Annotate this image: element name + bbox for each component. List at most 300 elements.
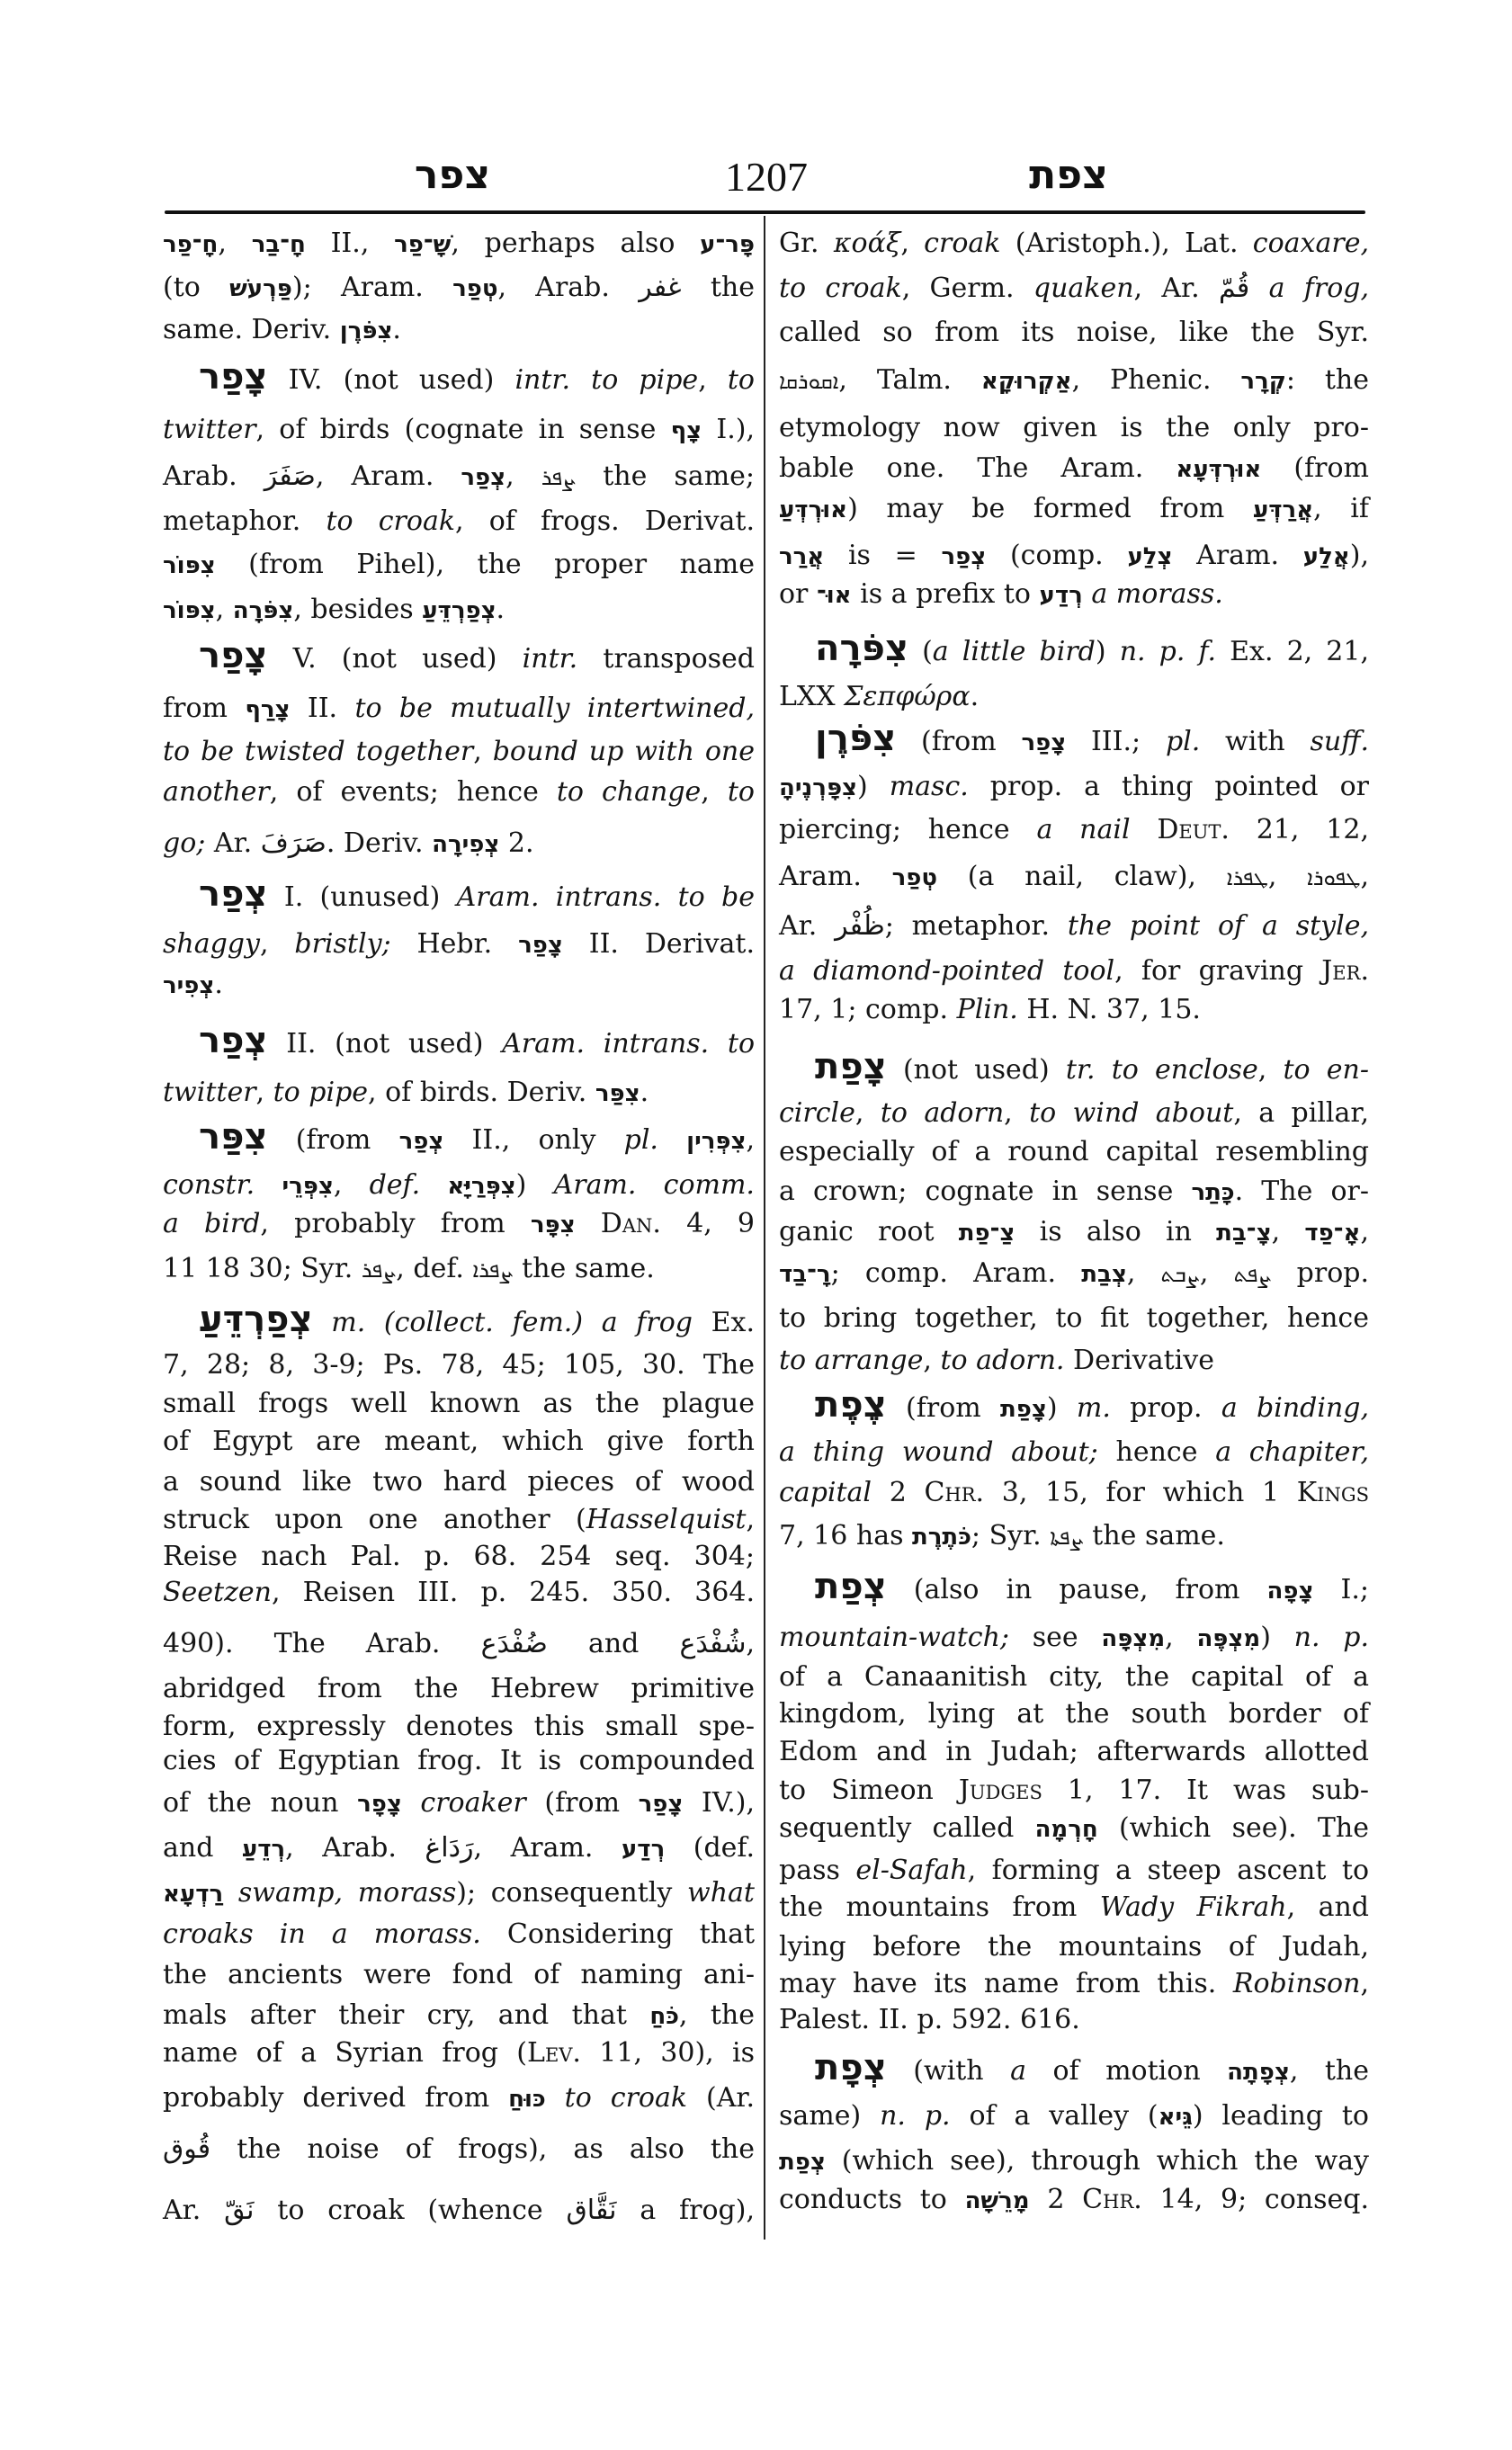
- text-run: [576, 1208, 601, 1239]
- italic-text: a little bird: [932, 636, 1096, 667]
- hebrew-text: אֲלַע: [1302, 543, 1350, 570]
- italic-text: intr.: [522, 643, 578, 675]
- text-run: ,: [1199, 1257, 1234, 1289]
- text-line: [779, 1810, 1369, 1847]
- text-run: ,: [854, 1097, 881, 1129]
- text-run: to croak (whence: [254, 2195, 567, 2226]
- small-caps-reference: Deut.: [1157, 814, 1230, 845]
- text-line: [163, 1299, 755, 1342]
- text-run: , for graving: [1114, 955, 1322, 987]
- small-caps-reference: Chr.: [924, 1477, 985, 1508]
- text-line: [163, 1708, 755, 1746]
- text-line: [779, 1928, 1369, 1966]
- headword: צִפֹּרֶן: [815, 718, 897, 759]
- text-line: [779, 1772, 1369, 1810]
- text-run: (from: [896, 726, 1022, 757]
- text-line: [163, 546, 755, 584]
- text-run: ,: [1257, 1054, 1284, 1086]
- italic-text: constr.: [163, 1169, 255, 1201]
- text-line: [163, 2034, 755, 2072]
- text-run: , probably from: [260, 1208, 531, 1239]
- text-line: [163, 1829, 755, 1867]
- greek-text: κοάξ: [833, 228, 901, 259]
- text-line: [163, 1463, 755, 1501]
- text-line: [163, 269, 755, 307]
- text-run: small frogs well known as the plague: [163, 1388, 755, 1419]
- text-run: .: [640, 1077, 649, 1108]
- hebrew-text: צִפְּרַיָּא: [447, 1173, 516, 1200]
- arabic-text: قُمّ: [1218, 273, 1250, 304]
- hebrew-text: אוּ־: [816, 582, 852, 609]
- italic-text: tr. to enclose: [1065, 1054, 1258, 1086]
- text-run: form, expressly denotes this small spe-: [163, 1711, 755, 1742]
- text-run: , Aram.: [473, 1832, 622, 1864]
- text-line: [163, 1074, 755, 1112]
- text-run: 2: [1029, 2184, 1083, 2215]
- text-run: (from: [1261, 452, 1369, 484]
- text-run: the ancients were fond of naming ani-: [163, 1959, 755, 1990]
- italic-text: Robinson: [1232, 1968, 1361, 1999]
- text-run: [420, 1169, 447, 1201]
- text-run: especially of a round capital resembling: [779, 1136, 1369, 1167]
- text-run: , Reisen III. p. 245. 350. 364.: [272, 1577, 755, 1608]
- syriac-text: ܨܦܬܐ: [1050, 1525, 1084, 1550]
- text-run: I.),: [702, 414, 756, 445]
- hebrew-text: צְפַר: [461, 464, 506, 491]
- text-line: [779, 2097, 1369, 2135]
- italic-text: croaks in a morass.: [163, 1918, 481, 1950]
- text-run: is a prefix to: [851, 578, 1040, 610]
- text-run: , perhaps also: [451, 228, 701, 259]
- text-run: bable one. The Aram.: [779, 452, 1176, 484]
- text-run: 4, 9: [660, 1208, 755, 1239]
- text-run: IV. (not used): [267, 364, 515, 396]
- text-line: [163, 591, 755, 629]
- text-line: [779, 362, 1369, 399]
- hebrew-text: צְלַע: [1127, 543, 1173, 570]
- arabic-text: غفر: [639, 272, 682, 303]
- italic-text: to be twisted together: [163, 736, 474, 767]
- italic-text: to change: [556, 776, 702, 808]
- text-run: or: [779, 578, 817, 610]
- small-caps-reference: Chr.: [1082, 2184, 1142, 2215]
- text-line: [163, 2192, 755, 2230]
- italic-text: to be mutually intertwined,: [354, 693, 755, 724]
- text-line: [779, 811, 1369, 849]
- text-run: see: [1009, 1622, 1102, 1653]
- hebrew-text: צִפַּר: [595, 1080, 640, 1107]
- text-run: ,: [1360, 861, 1369, 892]
- hebrew-text: צְפַר: [398, 1128, 444, 1155]
- text-line: [779, 1213, 1369, 1251]
- text-line: [163, 1874, 755, 1912]
- italic-text: n. p.: [1293, 1622, 1369, 1653]
- headword: צָפַר: [199, 635, 268, 676]
- italic-text: m. (collect. fem.) a frog: [331, 1307, 693, 1338]
- arabic-text: شُفْدَع: [679, 1628, 747, 1659]
- text-run: . Deriv.: [326, 827, 433, 859]
- text-line: [779, 1619, 1369, 1657]
- small-caps-reference: Jer.: [1321, 955, 1369, 987]
- text-run: pass: [779, 1855, 856, 1886]
- text-line: [779, 1133, 1369, 1171]
- italic-text: to croak: [779, 273, 902, 304]
- italic-text: pl.: [623, 1124, 658, 1156]
- italic-text: croaker: [420, 1787, 526, 1819]
- text-run: II. (not used): [267, 1028, 503, 1060]
- text-line: [779, 1517, 1369, 1555]
- hebrew-text: אוּרְדְּעָא: [1176, 456, 1262, 483]
- text-line: [163, 1205, 755, 1243]
- text-run: of Egypt are meant, which give forth: [163, 1426, 755, 1457]
- text-run: . The or-: [1234, 1176, 1370, 1207]
- text-line: [779, 1173, 1369, 1211]
- text-run: Ex.: [692, 1307, 755, 1338]
- italic-text: twitter: [163, 1077, 256, 1108]
- text-run: (: [908, 636, 933, 667]
- text-run: same): [779, 2100, 881, 2132]
- text-run: Considering that: [480, 1918, 756, 1950]
- text-run: , and: [1286, 1891, 1369, 1923]
- text-run: ,: [746, 1628, 756, 1659]
- hebrew-text: צִפָּרְנֶיהָ: [779, 774, 858, 801]
- hebrew-text: צְפַרְדֵּעַ: [422, 597, 497, 624]
- text-line: [779, 2142, 1369, 2180]
- text-line: [163, 1538, 755, 1576]
- text-run: , Aram.: [315, 460, 461, 492]
- text-run: 2.: [499, 827, 534, 859]
- italic-text: to croak: [326, 505, 456, 537]
- hebrew-text: רְדַע: [1039, 582, 1083, 609]
- hebrew-text: שָׁ־פַר: [394, 231, 452, 258]
- text-run: 3, 15, for which 1: [984, 1477, 1297, 1508]
- text-run: ,: [746, 1124, 756, 1156]
- text-line: [163, 311, 755, 349]
- text-run: Palest. II. p. 592. 616.: [779, 2004, 1080, 2035]
- hebrew-text: פַּרְעשׁ: [229, 275, 292, 302]
- text-run: ); consequently: [456, 1877, 688, 1909]
- text-run: hence: [1097, 1436, 1216, 1468]
- hebrew-text: אֲרַר: [779, 543, 825, 570]
- headword: צָפַר: [199, 356, 268, 398]
- text-run: ) may be formed from: [847, 493, 1253, 524]
- text-run: , Germ.: [901, 273, 1033, 304]
- italic-text: bristly;: [294, 928, 391, 960]
- text-run: the mountains from: [779, 1891, 1100, 1923]
- italic-text: a diamond-pointed tool: [779, 955, 1115, 987]
- text-run: (which see), through which the way: [825, 2145, 1369, 2177]
- text-run: ): [515, 1169, 554, 1201]
- hebrew-text: צִפֹּרָה: [232, 597, 294, 624]
- text-line: [779, 1889, 1369, 1927]
- text-line: [163, 1250, 755, 1288]
- text-run: , if: [1313, 493, 1369, 524]
- text-run: (to: [163, 272, 230, 303]
- text-run: Ar.: [205, 827, 261, 859]
- text-run: [1083, 578, 1092, 610]
- syriac-text: ܛܦܘܪܐ: [1307, 865, 1361, 890]
- text-run: , a pillar,: [1233, 1097, 1369, 1129]
- hebrew-text: אָ־פַד: [1304, 1220, 1361, 1247]
- italic-text: to en-: [1283, 1054, 1369, 1086]
- text-line: [163, 1997, 755, 2034]
- text-line: [779, 1300, 1369, 1337]
- text-run: Aram.: [1172, 540, 1303, 571]
- hebrew-text: אֲרַדְּעַ: [1252, 496, 1314, 523]
- italic-text: Plin.: [956, 994, 1018, 1025]
- hebrew-text: רְדֵעַ: [241, 1836, 286, 1863]
- arabic-text: قُوق: [163, 2133, 211, 2165]
- hebrew-text: טְפַר: [452, 275, 498, 302]
- text-run: , of birds (cognate in sense: [255, 414, 671, 445]
- italic-text: shaggy: [163, 928, 260, 960]
- text-run: Ar.: [779, 910, 836, 942]
- text-run: ): [1046, 1392, 1077, 1424]
- text-line: [163, 411, 755, 449]
- text-run: of a valley (: [950, 2100, 1159, 2132]
- hebrew-text: צָפָר: [357, 1791, 402, 1818]
- text-line: [779, 537, 1369, 575]
- italic-text: a: [1010, 2055, 1026, 2087]
- text-run: I.;: [1313, 1574, 1369, 1605]
- hebrew-text: צִפְּרִין: [686, 1128, 747, 1155]
- text-run: prop.: [1271, 1257, 1369, 1289]
- text-run: .: [496, 594, 505, 625]
- syriac-text: ܨܦܪ: [541, 465, 577, 490]
- italic-text: a morass.: [1091, 578, 1223, 610]
- text-run: Reise nach Pal. p. 68. 254 seq. 304;: [163, 1541, 755, 1572]
- text-run: Edom and in Judah; afterwards allotted: [779, 1736, 1369, 1767]
- text-run: lying before the mountains of Judah,: [779, 1931, 1369, 1963]
- text-run: prop.: [1110, 1392, 1221, 1424]
- text-line: [779, 1733, 1369, 1771]
- headword: צְפַר: [199, 873, 268, 915]
- text-line: [163, 1423, 755, 1461]
- text-run: prop. a thing pointed or: [968, 771, 1369, 802]
- text-line: [779, 450, 1369, 487]
- hebrew-text: צִפֹּרֶן: [339, 317, 393, 344]
- text-line: [163, 1956, 755, 1994]
- text-run: struck upon one another (: [163, 1504, 586, 1535]
- italic-text: a frog,: [1268, 273, 1369, 304]
- text-run: II.,: [305, 228, 395, 259]
- text-run: Aram.: [779, 861, 892, 892]
- text-run: (with: [886, 2055, 1011, 2087]
- italic-text: m.: [1076, 1392, 1111, 1424]
- text-line: [163, 1346, 755, 1384]
- text-run: ,: [1165, 1622, 1197, 1653]
- text-line: [779, 1342, 1369, 1380]
- headword: צָפַת: [815, 1046, 887, 1087]
- hebrew-text: צָפַר: [638, 1791, 684, 1818]
- text-run: metaphor.: [163, 505, 327, 537]
- hebrew-text: רָ־בַד: [779, 1261, 831, 1288]
- text-run: , Talm.: [838, 364, 981, 396]
- italic-text: the point of a style,: [1067, 910, 1369, 942]
- text-run: piercing; hence: [779, 814, 1037, 845]
- text-run: ,: [259, 928, 295, 960]
- hebrew-text: צְפָתָה: [1227, 2059, 1290, 2086]
- hebrew-text: צָף: [670, 417, 702, 444]
- page-number: 1207: [725, 154, 808, 200]
- text-run: sequently called: [779, 1812, 1035, 1844]
- text-run: ; Syr.: [971, 1520, 1051, 1551]
- syriac-text: ܐܩܘܪܩܐ: [779, 369, 839, 394]
- small-caps-reference: Lev.: [527, 2037, 581, 2069]
- text-run: (Aristoph.), Lat.: [1000, 228, 1253, 259]
- text-line: [163, 635, 756, 678]
- text-line: [779, 1695, 1369, 1733]
- text-line: [163, 458, 755, 496]
- text-run: (a nail, claw),: [937, 861, 1227, 892]
- headword: צְפַר: [199, 1020, 268, 1061]
- hebrew-text: צְפַת: [779, 2149, 826, 2176]
- text-run: , Arab.: [497, 272, 640, 303]
- text-run: called so from its noise, like the Syr.: [779, 317, 1369, 348]
- text-run: (from: [525, 1787, 639, 1819]
- hebrew-text: צִפּוֹר: [163, 552, 216, 579]
- text-line: [779, 768, 1369, 806]
- italic-text: a nail: [1036, 814, 1131, 845]
- text-run: [255, 1169, 282, 1201]
- hebrew-text: צָרַף: [245, 696, 291, 723]
- text-run: ); Aram.: [291, 272, 453, 303]
- text-run: ,: [1271, 1216, 1305, 1247]
- arabic-text: صَفَرَ: [264, 460, 316, 492]
- italic-text: croak: [924, 228, 1001, 259]
- text-run: , besides: [293, 594, 423, 625]
- text-run: (from: [886, 1392, 1001, 1424]
- hebrew-text: חָ־פַר: [163, 231, 219, 258]
- text-line: [163, 225, 755, 263]
- text-run: H. N. 37, 15.: [1017, 994, 1201, 1025]
- greek-text: Σεπφώρα: [844, 681, 971, 712]
- text-line: [779, 1046, 1369, 1089]
- text-line: [779, 490, 1369, 528]
- text-run: , the: [678, 1999, 755, 2031]
- text-run: ,: [218, 228, 252, 259]
- text-run: , Phenic.: [1071, 364, 1241, 396]
- hebrew-text: צִפָּר: [530, 1212, 576, 1238]
- text-line: [163, 1916, 755, 1954]
- text-line: [779, 908, 1369, 945]
- text-run: ): [1260, 1622, 1294, 1653]
- hebrew-text: צָ־בַת: [1216, 1220, 1272, 1247]
- text-line: [779, 628, 1370, 671]
- text-line: [779, 678, 1369, 716]
- headword: צְפַרְדֵּעַ: [199, 1299, 313, 1340]
- left-column: [163, 0, 755, 2450]
- text-run: mals after their cry, and that: [163, 1999, 650, 2031]
- text-run: ,: [1360, 1968, 1369, 1999]
- text-run: ganic root: [779, 1216, 959, 1247]
- hebrew-text: חָרְמָה: [1034, 1816, 1098, 1843]
- text-line: [779, 409, 1369, 447]
- text-run: 490). The Arab.: [163, 1628, 481, 1659]
- italic-text: to pipe: [273, 1077, 369, 1108]
- text-line: [779, 576, 1369, 613]
- italic-text: Wady Fikrah: [1099, 1891, 1287, 1923]
- headword: צְפָת: [815, 2047, 887, 2088]
- text-run: the: [681, 272, 755, 303]
- text-line: [779, 2047, 1369, 2090]
- text-run: (which see). The: [1097, 1812, 1369, 1844]
- arabic-text: نَقّ: [224, 2195, 255, 2226]
- hebrew-text: צָפַר: [518, 932, 563, 959]
- italic-text: quaken: [1033, 273, 1134, 304]
- italic-text: to croak: [564, 2082, 688, 2114]
- italic-text: to: [727, 776, 755, 808]
- text-run: .: [970, 681, 980, 712]
- italic-text: a binding,: [1221, 1392, 1370, 1424]
- text-run: ,: [900, 228, 925, 259]
- text-run: 1, 17. It was sub-: [1042, 1775, 1370, 1806]
- arabic-text: صَرَفَ: [260, 827, 327, 859]
- italic-text: capital: [779, 1477, 872, 1508]
- text-run: ,: [505, 460, 541, 492]
- hebrew-text: טְפַר: [891, 864, 938, 891]
- text-run: (comp.: [986, 540, 1128, 571]
- hebrew-text: צְפִיר: [163, 972, 215, 999]
- hebrew-text: מִצְפֶּה: [1196, 1625, 1261, 1652]
- text-run: of motion: [1025, 2055, 1228, 2087]
- text-run: to Simeon: [779, 1775, 959, 1806]
- small-caps-reference: Dan.: [600, 1208, 661, 1239]
- text-line: [163, 503, 755, 541]
- italic-text: to adorn.: [940, 1345, 1065, 1376]
- text-run: 7, 28; 8, 3-9; Ps. 78, 45; 105, 30. The: [163, 1349, 755, 1381]
- hebrew-text: צַ־פַת: [958, 1220, 1015, 1247]
- text-run: IV.),: [683, 1787, 755, 1819]
- italic-text: Seetzen: [163, 1577, 272, 1608]
- italic-text: swamp, morass: [237, 1877, 457, 1909]
- italic-text: to adorn: [880, 1097, 1005, 1129]
- hebrew-text: צְפַר: [941, 543, 987, 570]
- text-line: [779, 1384, 1370, 1427]
- text-run: (from Pihel), the proper name: [215, 549, 755, 580]
- italic-text: to: [727, 364, 755, 396]
- italic-text: Aram. intrans. to be: [456, 881, 755, 913]
- text-line: [163, 1625, 755, 1663]
- hebrew-text: מִצְפָּה: [1101, 1625, 1166, 1652]
- text-run: , the: [1289, 2055, 1369, 2087]
- italic-text: what: [687, 1877, 755, 1909]
- small-caps-reference: Judges: [958, 1775, 1042, 1806]
- text-run: 21, 12,: [1229, 814, 1369, 845]
- text-run: name of a Syrian frog (: [163, 2037, 528, 2069]
- text-run: I. (unused): [267, 881, 457, 913]
- text-line: [779, 270, 1369, 308]
- text-run: .: [392, 314, 401, 345]
- text-line: [779, 858, 1369, 896]
- italic-text: twitter: [163, 414, 256, 445]
- italic-text: mountain-watch;: [779, 1622, 1009, 1653]
- text-run: Gr.: [779, 228, 834, 259]
- text-line: [163, 1784, 755, 1822]
- text-run: [313, 1307, 332, 1338]
- text-line: [779, 1965, 1369, 2003]
- text-run: (not used): [886, 1054, 1066, 1086]
- hebrew-text: צִפְּרֵי: [282, 1173, 334, 1200]
- text-run: is also in: [1015, 1216, 1217, 1247]
- hebrew-text: רַדְעָא: [163, 1881, 224, 1908]
- italic-text: n. p.: [880, 2100, 951, 2132]
- text-run: Hebr.: [390, 928, 519, 960]
- text-line: [779, 2181, 1369, 2219]
- italic-text: pl.: [1165, 726, 1201, 757]
- text-line: [779, 1255, 1369, 1292]
- italic-text: Hasselquist: [586, 1504, 747, 1535]
